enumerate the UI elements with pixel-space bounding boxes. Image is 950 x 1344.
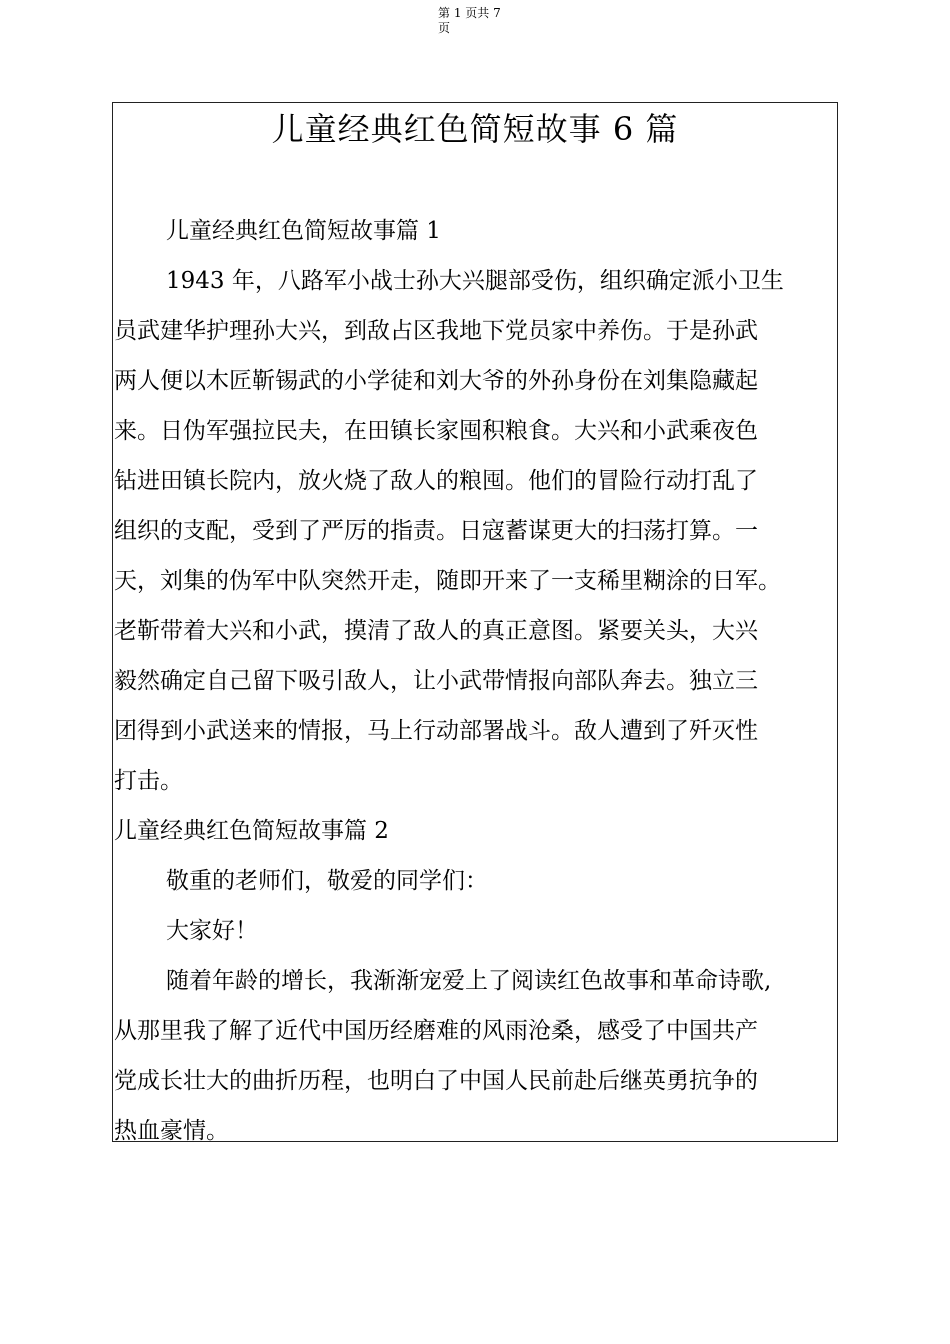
story1-line: 毅然确定自己留下吸引敌人，让小武带情报向部队奔去。独立三 [114,668,758,694]
story1-line: 老靳带着大兴和小武，摸清了敌人的真正意图。紧要关头，大兴 [114,618,758,644]
story1-heading-text: 儿童经典红色简短故事篇 1 [166,218,441,244]
story1-line: 员武建华护理孙大兴，到敌占区我地下党员家中养伤。于是孙武 [114,318,758,344]
story2-greeting-text: 敬重的老师们，敬爱的同学们： [166,868,488,894]
story2-hello-text: 大家好！ [166,918,258,944]
story1-line: 天，刘集的伪军中队突然开走，随即开来了一支稀里糊涂的日军。 [114,568,781,594]
document-frame [112,102,838,1142]
story2-line: 从那里我了解了近代中国历经磨难的风雨沧桑，感受了中国共产 [114,1018,758,1044]
story1-line: 团得到小武送来的情报，马上行动部署战斗。敌人遭到了歼灭性 [114,718,758,744]
story2-heading-text: 儿童经典红色简短故事篇 2 [114,818,389,844]
story2-heading [114,806,838,856]
story1-line: 打击。 [114,768,183,794]
story2-body [114,956,838,1156]
document-title: 儿童经典红色简短故事 6 篇 [271,110,679,148]
story1-line: 两人便以木匠靳锡武的小学徒和刘大爷的外孙身份在刘集隐藏起 [114,368,758,394]
story2-greeting [114,856,890,956]
story2-line: 随着年龄的增长，我渐渐宠爱上了阅读红色故事和革命诗歌, [166,968,772,994]
story2-line: 热血豪情。 [114,1118,229,1144]
story1-line: 1943 年，八路军小战士孙大兴腿部受伤，组织确定派小卫生 [166,268,784,294]
story1-line: 钻进田镇长院内，放火烧了敌人的粮囤。他们的冒险行动打乱了 [114,468,758,494]
story2-line: 党成长壮大的曲折历程，也明白了中国人民前赴后继英勇抗争的 [114,1068,758,1094]
page-number-header [438,6,518,36]
story1-line: 组织的支配，受到了严厉的指责。日寇蓄谋更大的扫荡打算。一 [114,518,758,544]
page-number-line1: 第 1 页共 7 [438,6,501,20]
story1-body [114,256,838,806]
story1-line: 来。日伪军强拉民夫，在田镇长家囤积粮食。大兴和小武乘夜色 [114,418,758,444]
page-number-line2: 页 [438,21,451,35]
story1-heading [114,206,890,256]
